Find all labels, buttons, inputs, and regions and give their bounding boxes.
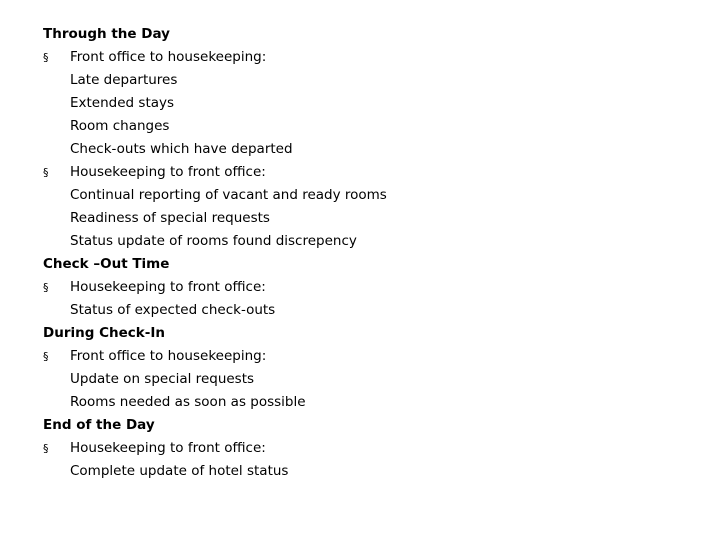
section-heading: During Check-In [43,325,165,341]
bullet-marker-icon: § [43,51,49,64]
bullet-item [43,46,683,69]
sub-item: Complete update of hotel status [70,463,289,479]
sub-item: Late departures [70,72,178,88]
sub-item: Check-outs which have departed [70,141,293,157]
bullet-item [43,161,683,184]
bullet-marker-icon: § [43,281,49,294]
section-heading: Check –Out Time [43,256,170,272]
bullet-item [43,276,683,299]
bullet-marker-icon: § [43,350,49,363]
sub-item: Readiness of special requests [70,210,270,226]
section-heading: End of the Day [43,417,155,433]
bullet-title: Front office to housekeeping: [70,348,267,364]
bullet-item [43,345,683,368]
document-body [43,23,683,483]
bullet-title: Housekeeping to front office: [70,164,266,180]
sub-item: Continual reporting of vacant and ready rooms [70,187,387,203]
bullet-marker-icon: § [43,166,49,179]
section-heading: Through the Day [43,26,170,42]
bullet-title: Front office to housekeeping: [70,49,267,65]
bullet-item [43,437,683,460]
sub-item: Extended stays [70,95,175,111]
bullet-marker-icon: § [43,442,49,455]
bullet-title: Housekeeping to front office: [70,440,266,456]
sub-item: Room changes [70,118,170,134]
bullet-title: Housekeeping to front office: [70,279,266,295]
sub-item: Update on special requests [70,371,255,387]
sub-item: Status update of rooms found discrepency [70,233,357,249]
sub-item: Rooms needed as soon as possible [70,394,306,410]
sub-item: Status of expected check-outs [70,302,276,318]
